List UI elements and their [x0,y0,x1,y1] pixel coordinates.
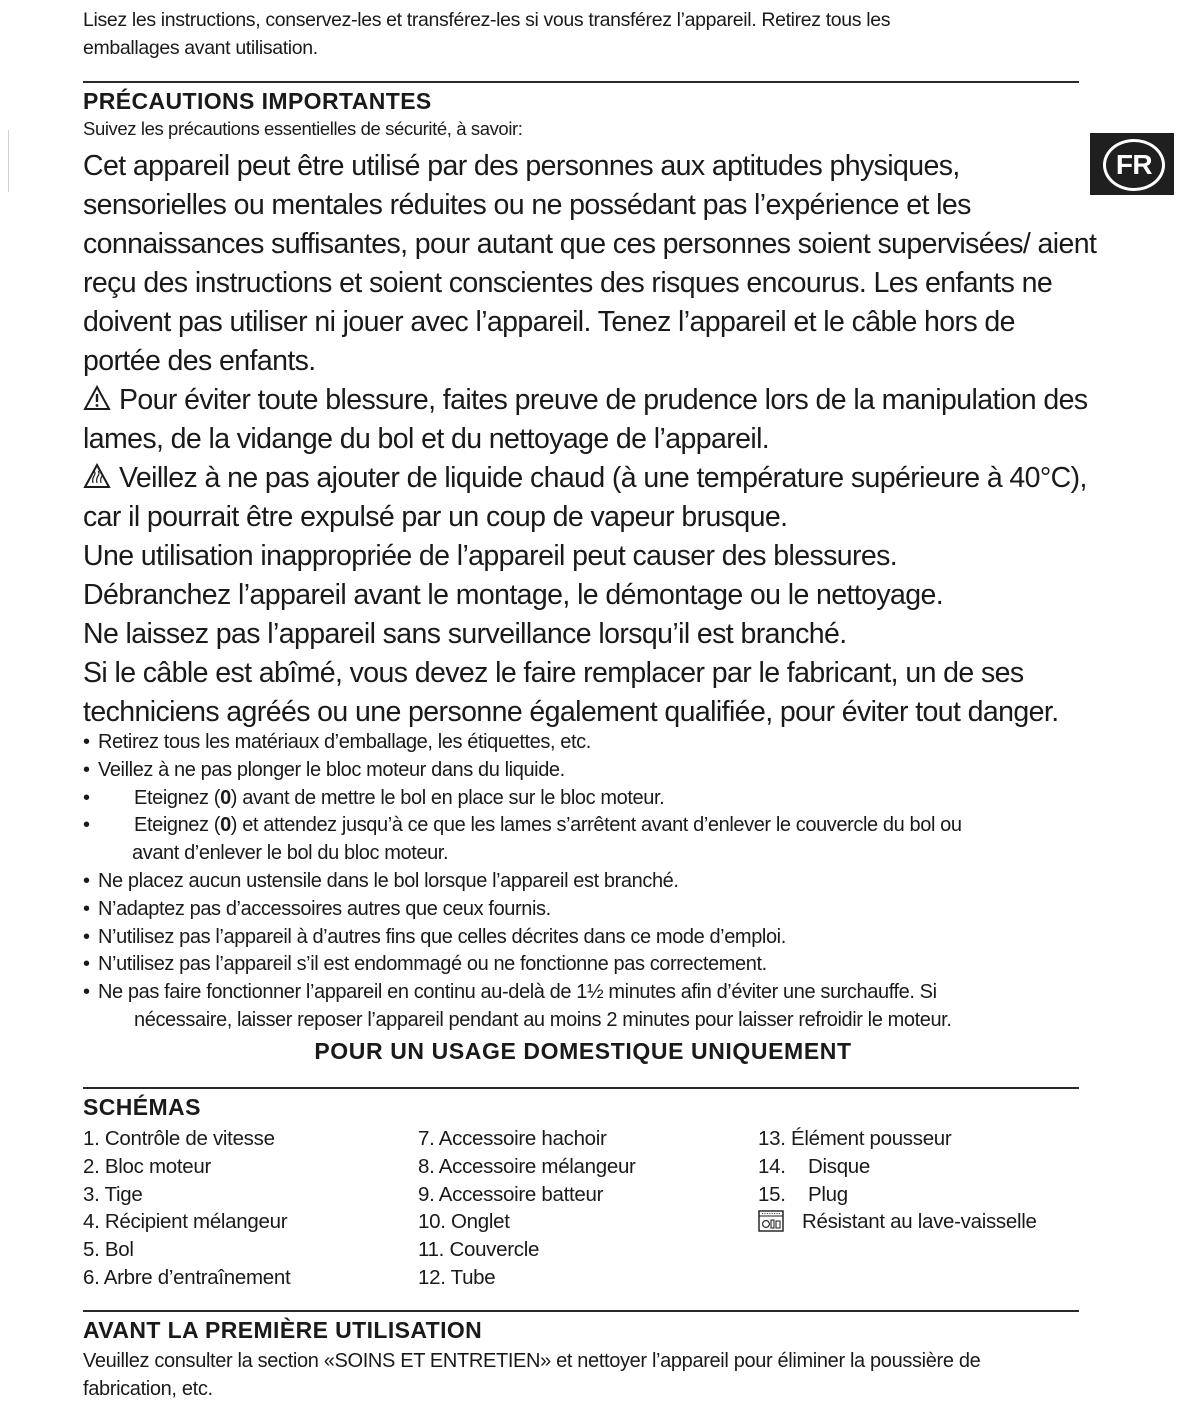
list-item [83,979,1093,1035]
bullet-text: ) et attendez jusqu’à ce que les lames s’arrêtent avant d’enlever le couvercle du bol ou [230,814,962,837]
legend-number: 15. [758,1182,786,1206]
list-item: • Retirez tous les matériaux d’emballage, les étiquettes, etc. [83,729,1093,757]
precaution-paragraph [83,381,1097,459]
legend-item [758,1208,1037,1236]
precaution-paragraph: Cet appareil peut être utilisé par des personnes aux aptitudes physiques, sensorielles ou mentales réduites ou ne possédant pas l’expérience et les connaissances suffisantes, pour autant que ces personnes soient supervisées/ aient reçu des instructions et soient conscientes des risques encourus. Les enfants ne doivent pas utiliser ni jouer avec l’appareil. Tenez l’appareil et le câble hors de portée des enfants. [83,150,1097,377]
language-tab [1090,133,1174,195]
diagrams-heading: SCHÉMAS [83,1094,201,1120]
precaution-paragraph: Si le câble est abîmé, vous devez le faire remplacer par le fabricant, un de ses techniciens agréés ou une personne également qualifiée, pour éviter tout danger. [83,657,1059,728]
intro-line-2: emballages avant utilisation. [83,37,318,59]
divider [83,1310,1079,1312]
legend-item: 5. Bol [83,1238,134,1262]
legend-item: 1. Contrôle de vitesse [83,1127,275,1150]
bullet-text: ) avant de mettre le bol en place sur le bloc moteur. [230,786,665,809]
precautions-bullet-list [83,729,1093,1035]
precaution-text: Veillez à ne pas ajouter de liquide chaud (à une température supérieure à 40°C), car il pourrait être expulsé par un coup de vapeur brusque. [83,462,1087,533]
precautions-heading: PRÉCAUTIONS IMPORTANTES [83,88,432,114]
dishwasher-icon [758,1210,784,1232]
precaution-paragraph [83,459,1097,537]
off-symbol: 0 [220,814,231,837]
diagram-legend-column-1 [83,1125,290,1292]
legend-item: 6. Arbre d’entraînement [83,1265,291,1289]
off-symbol: 0 [220,786,231,809]
domestic-use-notice: POUR UN USAGE DOMESTIQUE UNIQUEMENT [314,1038,852,1064]
legend-label: Résistant au lave-vaisselle [802,1210,1037,1234]
precaution-text: Pour éviter toute blessure, faites preuve de prudence lors de la manipulation des lames, de la vidange du bol et du nettoyage de l’appareil. [83,384,1088,455]
legend-item: 2. Bloc moteur [83,1154,211,1178]
legend-item: 12. Tube [418,1265,496,1289]
legend-item [758,1181,1037,1209]
precautions-subheading: Suivez les précautions essentielles de sécurité, à savoir: [83,118,523,139]
bullet-text: Ne pas faire fonctionner l’appareil en continu au-delà de 1½ minutes afin d’éviter une surchauffe. Si [98,981,937,1004]
divider [83,81,1079,83]
list-item: • N’adaptez pas d’accessoires autres que ceux fournis. [83,896,1093,924]
precaution-paragraph: Ne laissez pas l’appareil sans surveillance lorsqu’il est branché. [83,618,847,650]
legend-item: 11. Couvercle [418,1238,540,1262]
list-item [83,812,1093,868]
legend-item [758,1153,1037,1181]
list-item: • N’utilisez pas l’appareil s’il est endommagé ou ne fonctionne pas correctement. [83,951,1093,979]
bullet-text: Eteignez ( [134,786,221,809]
diagram-legend-column-2 [418,1125,636,1292]
divider [83,1087,1079,1089]
hot-liquid-warning-icon [83,463,111,489]
legend-number: 14. [758,1154,786,1178]
bullet-text-continued: avant d’enlever le bol du bloc moteur. [132,842,449,865]
bullet-text-continued: nécessaire, laisser reposer l’appareil pendant au moins 2 minutes pour laisser refroidir le moteur. [134,1008,952,1031]
legend-item: 7. Accessoire hachoir [418,1127,607,1150]
intro-line-1: Lisez les instructions, conservez-les et transférez-les si vous transférez l’appareil. Retirez tous les [83,9,891,31]
precaution-paragraph: Une utilisation inappropriée de l’appareil peut causer des blessures. [83,540,898,572]
legend-item: 4. Récipient mélangeur [83,1210,288,1234]
before-first-use-heading: AVANT LA PREMIÈRE UTILISATION [83,1317,483,1343]
list-item: • Ne placez aucun ustensile dans le bol lorsque l’appareil est branché. [83,868,1093,896]
legend-item: 9. Accessoire batteur [418,1182,604,1206]
legend-label: Plug [808,1182,848,1206]
precaution-paragraph: Débranchez l’appareil avant le montage, le démontage ou le nettoyage. [83,579,944,611]
before-first-use-text [83,1347,1083,1403]
page-edge-mark [8,130,9,192]
list-item [83,785,1093,813]
list-item: • N’utilisez pas l’appareil à d’autres fins que celles décrites dans ce mode d’emploi. [83,924,1093,952]
legend-item: 13. Élément pousseur [758,1127,952,1150]
legend-label: Disque [808,1154,871,1178]
legend-item: 3. Tige [83,1182,143,1206]
list-item: • Veillez à ne pas plonger le bloc moteur dans du liquide. [83,757,1093,785]
intro-text [83,6,1083,62]
before-first-use-line-1: Veuillez consulter la section «SOINS ET ENTRETIEN» et nettoyer l’appareil pour éliminer la poussière de [83,1350,981,1372]
warning-icon [83,385,111,411]
before-first-use-line-2: fabrication, etc. [83,1378,213,1400]
language-label: FR [1103,139,1165,191]
legend-item: 8. Accessoire mélangeur [418,1154,636,1178]
legend-item: 10. Onglet [418,1210,510,1234]
precautions-main [83,147,1097,732]
diagram-legend-column-3 [758,1125,1037,1236]
bullet-text: Eteignez ( [134,814,221,837]
